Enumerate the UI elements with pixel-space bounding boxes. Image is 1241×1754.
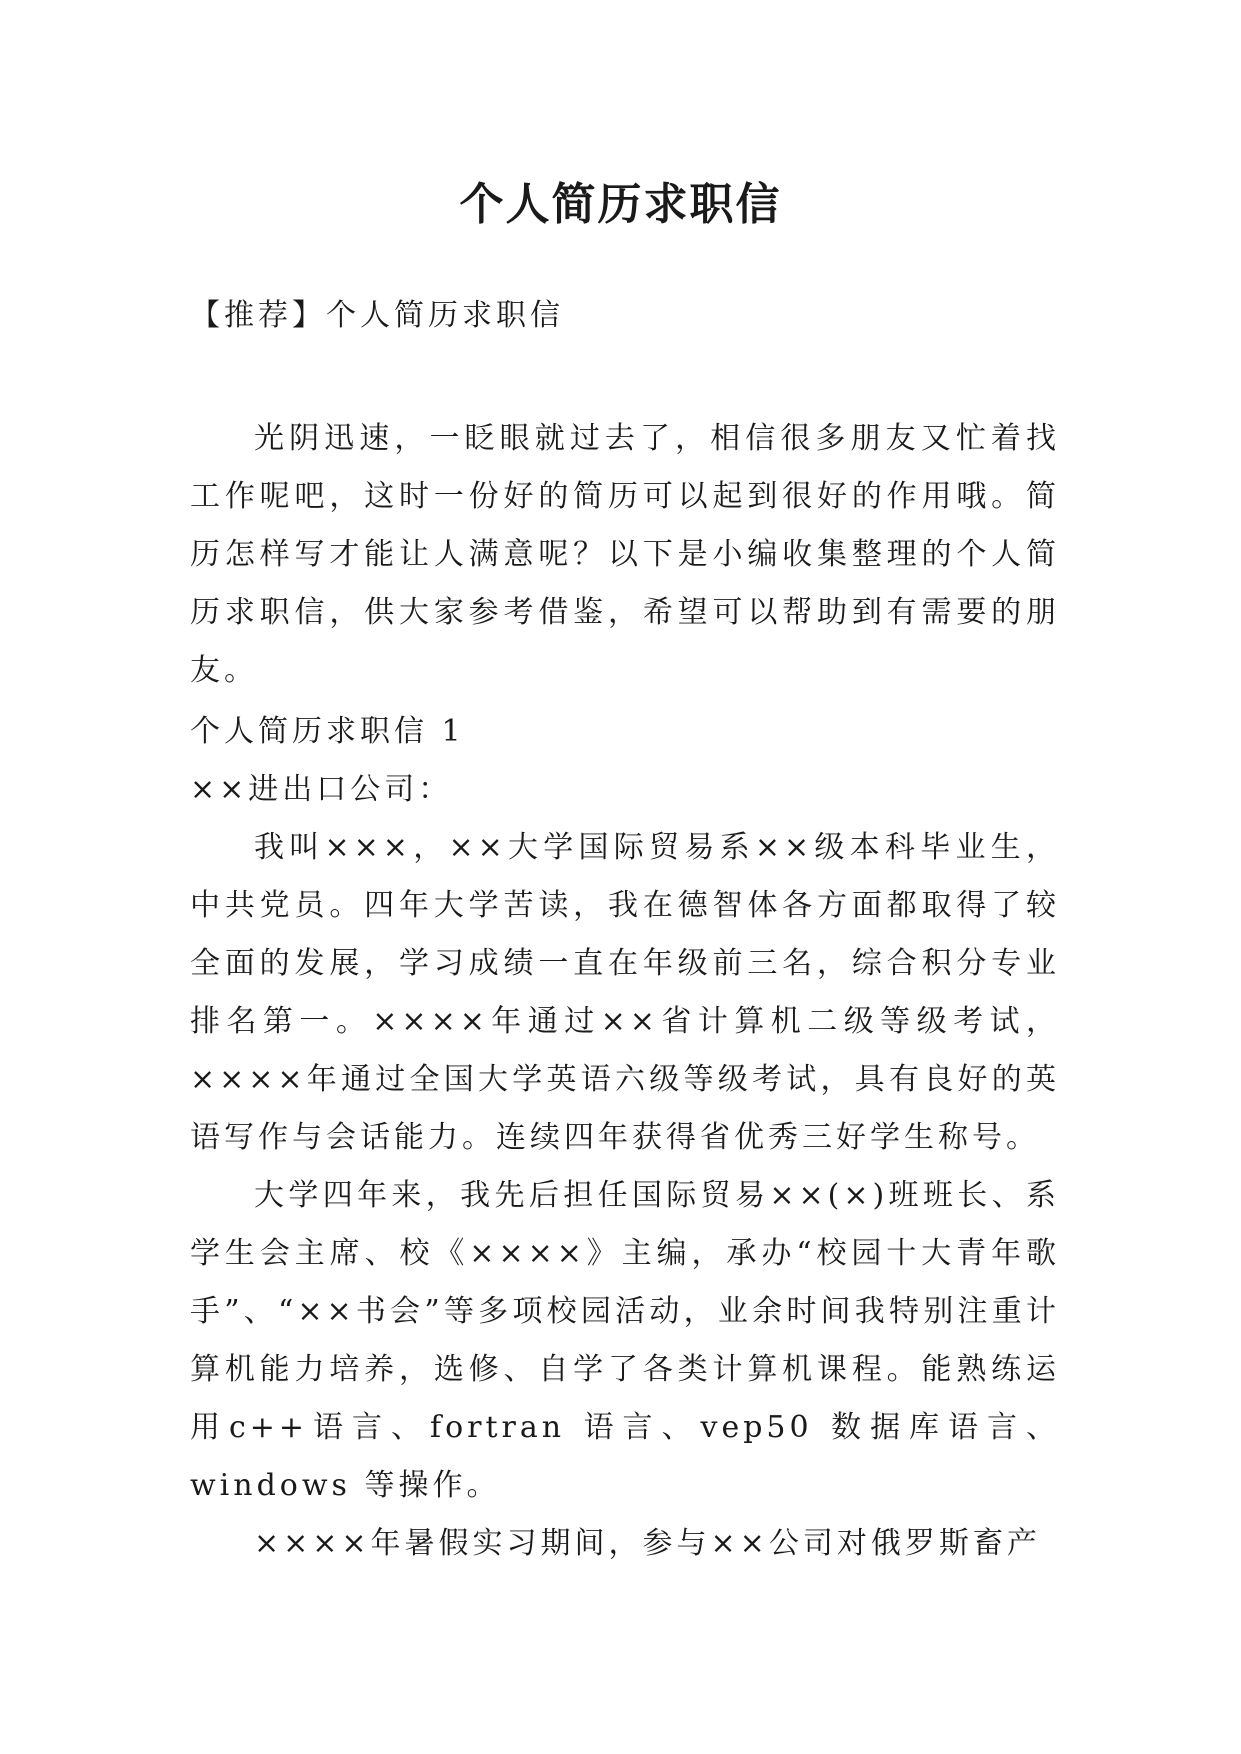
letter-section [190,703,1060,1573]
recommend-line: 【推荐】个人简历求职信 [190,298,564,333]
salutation: ××进出口公司： [190,772,453,807]
body-paragraph: ××××年暑假实习期间，参与××公司对俄罗斯畜产 [254,1526,1041,1561]
intro-paragraph: 光阴迅速，一眨眼就过去了，相信很多朋友又忙着找工作呢吧，这时一份好的简历可以起到很好的作用哦。简历怎样写才能让人满意呢？以下是小编收集整理的个人简历求职信，供大家参考借鉴，希望可以帮助到有需要的朋友。 [190,421,1060,688]
section-heading: 个人简历求职信 1 [190,714,465,749]
body-paragraph: 大学四年来，我先后担任国际贸易××(×)班班长、系学生会主席、校《××××》主编，承办“校园十大青年歌手”、“××书会”等多项校园活动，业余时间我特别注重计算机能力培养，选修、自学了各类计算机课程。能熟练运用c++语言、fortran 语言、vep50 数据库语言、windows 等操作。 [190,1178,1060,1503]
document-title: 个人简历求职信 [459,179,782,231]
body-paragraph: 我叫×××，××大学国际贸易系××级本科毕业生，中共党员。四年大学苦读，我在德智体各方面都取得了较全面的发展，学习成绩一直在年级前三名，综合积分专业排名第一。××××年通过××省计算机二级等级考试，××××年通过全国大学英语六级等级考试，具有良好的英语写作与会话能力。连续四年获得省优秀三好学生称号。 [190,830,1060,1155]
